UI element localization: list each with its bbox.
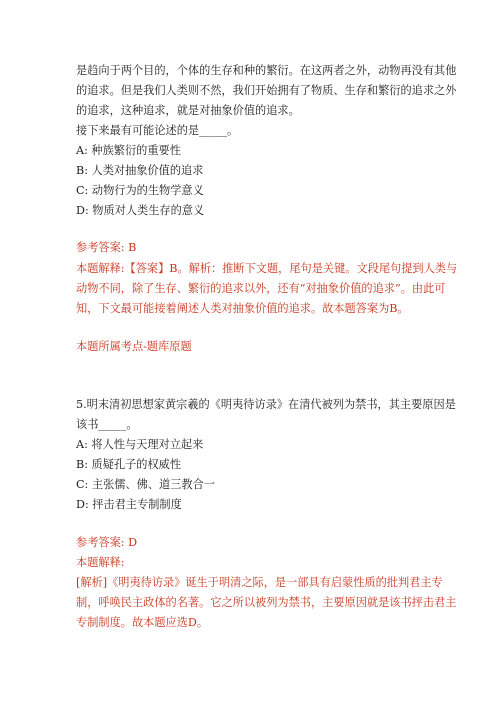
q4-option-c: C: 动物行为的生物学意义 bbox=[76, 184, 204, 197]
q4-option-d: D: 物质对人类生存的意义 bbox=[76, 204, 205, 217]
q5-stem-line-2: 该书_____。 bbox=[76, 418, 138, 431]
q5-analysis-title: 本题解释: bbox=[76, 556, 125, 569]
q4-stem-line-3: 的追求，这种追求，就是对抽象价值的追求。 bbox=[76, 104, 300, 117]
q5-stem-line-1: 5.明末清初思想家黄宗羲的《明夷待访录》在清代被列为禁书，其主要原因是 bbox=[76, 398, 456, 411]
q5-analysis-line-3: 专制制度。故本题应选D。 bbox=[76, 616, 209, 629]
q4-option-a: A: 种族繁衍的重要性 bbox=[76, 144, 181, 157]
q5-option-d: D: 抨击君主专制制度 bbox=[76, 498, 182, 511]
q4-stem-line-1: 是趋向于两个目的，个体的生存和种的繁衍。在这两者之外，动物再没有其他 bbox=[76, 64, 457, 77]
q4-answer: 参考答案: B bbox=[76, 241, 137, 254]
q4-option-b: B: 人类对抽象价值的追求 bbox=[76, 164, 204, 177]
q4-stem-line-4: 接下来最有可能论述的是_____。 bbox=[76, 124, 239, 137]
q4-analysis-line-2: 动物不同，除了生存、繁衍的追求以外，还有“对抽象价值的追求”。由此可 bbox=[76, 282, 446, 295]
q4-source: 本题所属考点-题库原题 bbox=[76, 340, 192, 353]
q4-stem-line-2: 的追求。但是我们人类则不然，我们开始拥有了物质、生存和繁衍的追求之外 bbox=[76, 84, 457, 97]
q5-analysis-line-2: 制，呼唤民主政体的名著。它之所以被列为禁书，主要原因就是该书抨击君主 bbox=[76, 596, 457, 609]
q5-option-b: B: 质疑孔子的权威性 bbox=[76, 458, 182, 471]
q5-option-c: C: 主张儒、佛、道三教合一 bbox=[76, 478, 215, 491]
q4-analysis-line-3: 知，下文最可能接着阐述人类对抽象价值的追求。故本题答案为B。 bbox=[76, 302, 409, 315]
q5-option-a: A: 将人性与天理对立起来 bbox=[76, 438, 204, 451]
q5-answer: 参考答案: D bbox=[76, 536, 138, 549]
q4-analysis-line-1: 本题解释:【答案】B。解析：推断下文题，尾句是关键。文段尾句提到人类与 bbox=[76, 262, 458, 275]
q5-analysis-line-1: [解析]《明夷待访录》诞生于明清之际，是一部具有启蒙性质的批判君主专 bbox=[76, 576, 443, 589]
